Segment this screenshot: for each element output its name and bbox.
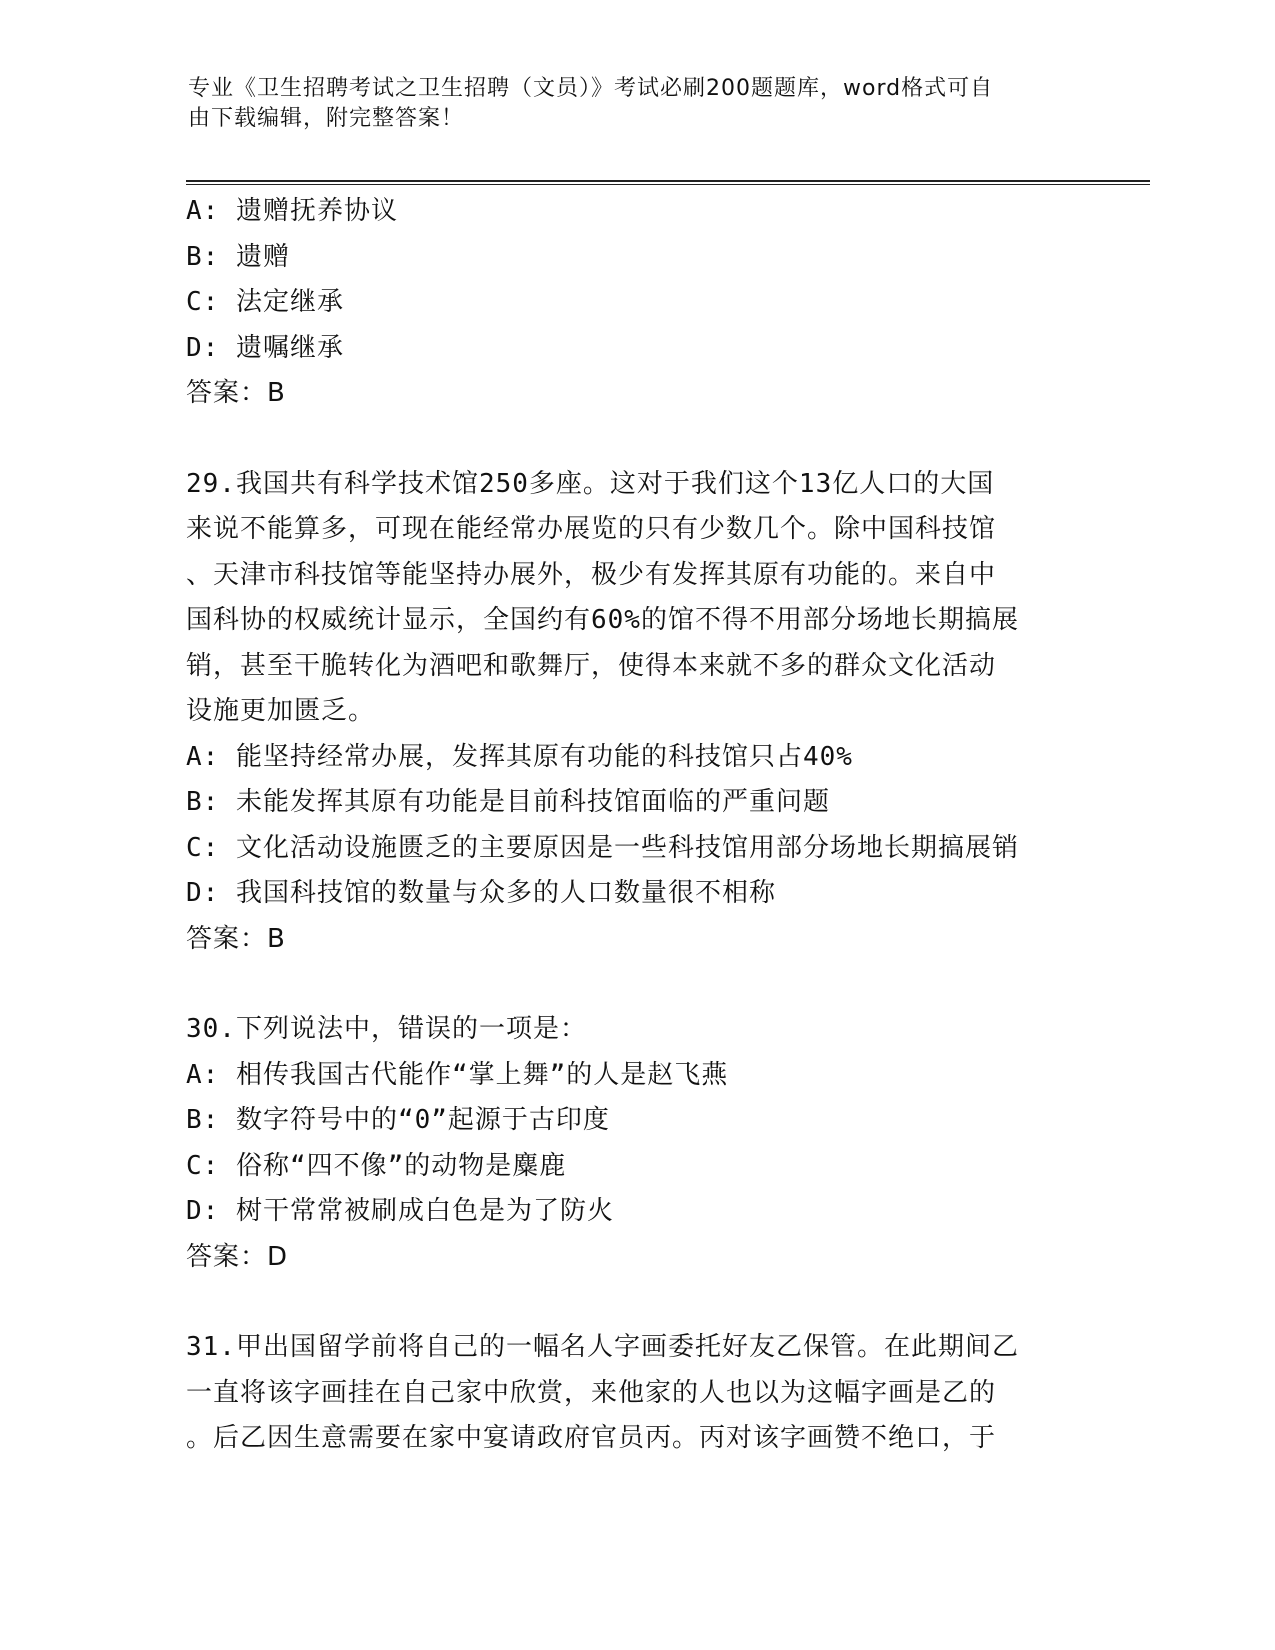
question-text-line: 。后乙因生意需要在家中宴请政府官员丙。丙对该字画赞不绝口，于 (186, 1423, 997, 1453)
question-text-line: 国科协的权威统计显示，全国约有60%的馆不得不用部分场地长期搞展 (186, 605, 1019, 635)
option-d: D: 我国科技馆的数量与众多的人口数量很不相称 (186, 878, 776, 908)
document-body (186, 189, 1086, 1462)
option-b: B: 数字符号中的“0”起源于古印度 (186, 1105, 610, 1135)
spacer (186, 1280, 1086, 1325)
spacer (186, 962, 1086, 1007)
question-text-line: 31.甲出国留学前将自己的一幅名人字画委托好友乙保管。在此期间乙 (186, 1332, 1019, 1362)
answer: 答案：B (186, 378, 286, 408)
header-rule-thin (186, 184, 1150, 185)
question-text-line: 30.下列说法中，错误的一项是： (186, 1014, 587, 1044)
question-text-line: 、天津市科技馆等能坚持办展外，极少有发挥其原有功能的。来自中 (186, 559, 997, 590)
answer: 答案：D (186, 1241, 289, 1272)
option-a: A: 能坚持经常办展，发挥其原有功能的科技馆只占40% (186, 741, 853, 772)
option-d: D: 树干常常被刷成白色是为了防火 (186, 1196, 614, 1226)
question-text-line: 销，甚至干脆转化为酒吧和歌舞厅，使得本来就不多的群众文化活动 (186, 650, 997, 681)
header-line-1: 专业《卫生招聘考试之卫生招聘（文员）》考试必刷200题题库，word格式可自 (188, 76, 994, 101)
option-c: C: 文化活动设施匮乏的主要原因是一些科技馆用部分场地长期搞展销 (186, 832, 1019, 863)
option-a: A: 相传我国古代能作“掌上舞”的人是赵飞燕 (186, 1059, 729, 1090)
question-text-line: 设施更加匮乏。 (186, 696, 376, 726)
option-d: D: 遗嘱继承 (186, 332, 344, 363)
spacer (186, 417, 1086, 462)
header-line-2: 由下载编辑，附完整答案！ (188, 106, 465, 131)
document-header (188, 74, 1068, 134)
option-c: C: 俗称“四不像”的动物是麋鹿 (186, 1150, 567, 1181)
answer: 答案：B (186, 923, 286, 954)
question-text-line: 一直将该字画挂在自己家中欣赏，来他家的人也以为这幅字画是乙的 (186, 1377, 997, 1408)
question-31 (186, 1325, 1086, 1462)
question-28 (186, 189, 1086, 417)
option-b: B: 未能发挥其原有功能是目前科技馆面临的严重问题 (186, 787, 830, 817)
question-text-line: 29.我国共有科学技术馆250多座。这对于我们这个13亿人口的大国 (186, 468, 995, 499)
question-text-line: 来说不能算多，可现在能经常办展览的只有少数几个。除中国科技馆 (186, 514, 997, 544)
option-a: A: 遗赠抚养协议 (186, 196, 398, 226)
question-30 (186, 1007, 1086, 1280)
option-c: C: 法定继承 (186, 287, 344, 317)
header-rule-thick (186, 180, 1150, 182)
option-b: B: 遗赠 (186, 241, 290, 272)
question-29 (186, 462, 1086, 963)
